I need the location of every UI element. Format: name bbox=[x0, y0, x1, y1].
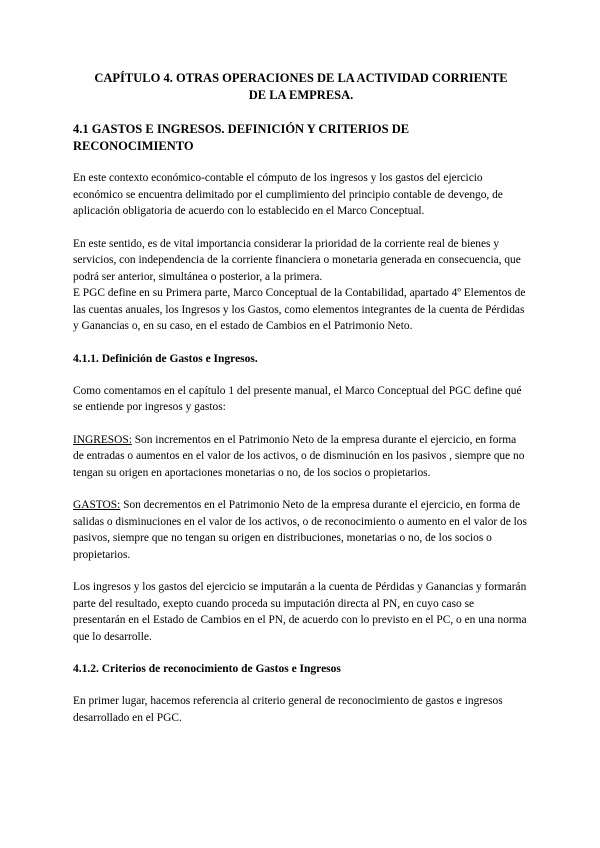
gastos-text: Son decrementos en el Patrimonio Neto de la empresa durante el ejercicio, en forma de salidas o disminuciones en el valor de los activos, o de reconocimiento o aumento en el valor de los pasivos, siempre que no tengan su origen en distribuciones, monetarias o no, de los socios o propietarios. bbox=[73, 499, 527, 561]
section-4-1-2-title: 4.1.2. Criterios de reconocimiento de Gastos e Ingresos bbox=[73, 663, 341, 675]
section-4-1-2-paragraph-1: En primer lugar, hacemos referencia al criterio general de reconocimiento de gastos e ingresos desarrollado en el PGC. bbox=[73, 695, 503, 724]
chapter-title bbox=[73, 70, 529, 104]
ingresos-label: INGRESOS: bbox=[73, 433, 132, 446]
ingresos-definition bbox=[73, 432, 529, 482]
chapter-title-line-1: CAPÍTULO 4. OTRAS OPERACIONES DE LA ACTIVIDAD CORRIENTE bbox=[94, 71, 508, 85]
section-4-1-paragraph-3: E PGC define en su Primera parte, Marco Conceptual de la Contabilidad, apartado 4º Elementos de las cuentas anuales, los Ingresos y los Gastos, como elementos integrantes de la cuenta de Pérdidas y Ganancias o, en su caso, en el estado de Cambios en el Patrimonio Neto. bbox=[73, 287, 526, 332]
ingresos-text: Son incrementos en el Patrimonio Neto de la empresa durante el ejercicio, en forma de entradas o aumentos en el valor de los activos, o de disminución en los pasivos , siempre que no tengan su origen en aportaciones monetarias o no, de los socios o propietarios. bbox=[73, 433, 525, 479]
section-4-1-paragraph-1: En este contexto económico-contable el cómputo de los ingresos y los gastos del ejercicio económico se encuentra delimitado por el cumplimiento del principio contable de devengo, de aplicación obligatoria de acuerdo con lo establecido en el Marco Conceptual. bbox=[73, 172, 503, 217]
document-page bbox=[73, 70, 529, 742]
section-4-1-1-intro: Como comentamos en el capítulo 1 del presente manual, el Marco Conceptual del PGC define qué se entiende por ingresos y gastos: bbox=[73, 384, 522, 413]
imputacion-paragraph: Los ingresos y los gastos del ejercicio se imputarán a la cuenta de Pérdidas y Ganancias y formarán parte del resultado, exepto cuando proceda su imputación directa al PN, en cuyo caso se presentarán en el Estado de Cambios en el PN, de acuerdo con lo previsto en el PC, o en una norma que lo desarrolle. bbox=[73, 581, 527, 643]
section-4-1-paragraph-2: En este sentido, es de vital importancia considerar la prioridad de la corriente real de bienes y servicios, con independencia de la corriente financiera o monetaria generada en consecuencia, que podrá ser anterior, simultánea o posterior, a la primera. bbox=[73, 237, 521, 283]
gastos-label: GASTOS: bbox=[73, 499, 121, 511]
section-4-1-1-title: 4.1.1. Definición de Gastos e Ingresos. bbox=[73, 352, 258, 365]
section-4-1-title: 4.1 GASTOS E INGRESOS. DEFINICIÓN Y CRITERIOS DE RECONOCIMIENTO bbox=[73, 122, 410, 153]
chapter-title-line-2: DE LA EMPRESA. bbox=[248, 88, 354, 102]
gastos-definition bbox=[73, 497, 529, 563]
